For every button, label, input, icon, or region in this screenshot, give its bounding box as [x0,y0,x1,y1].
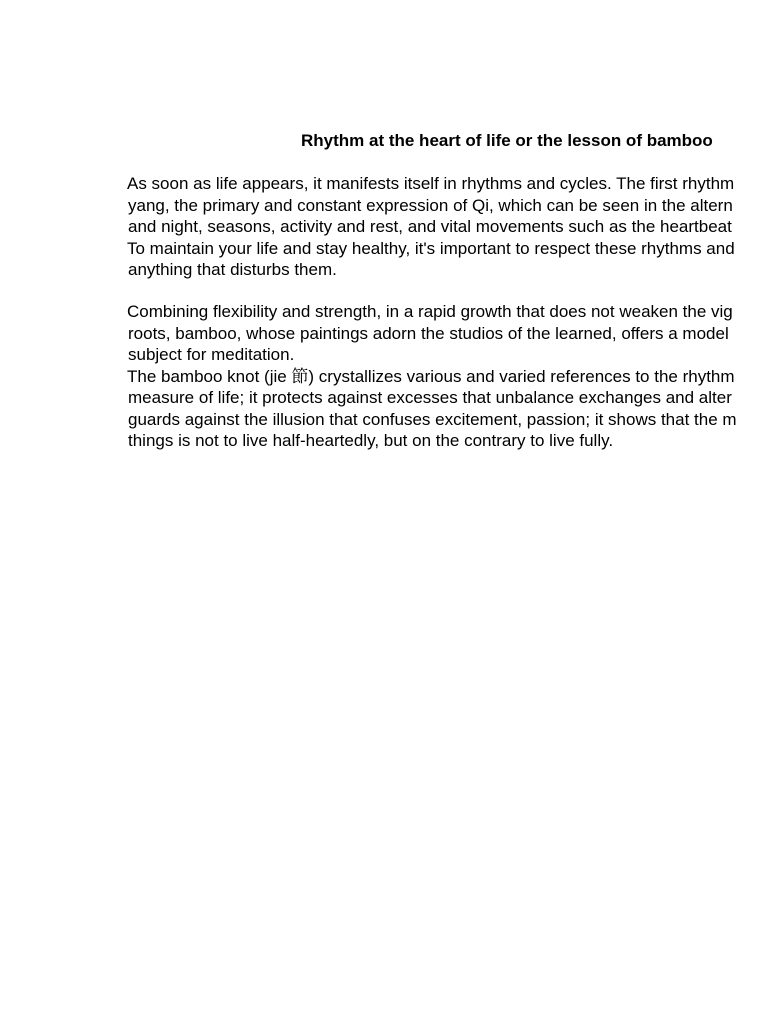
text-line: things is not to live half-heartedly, but on the contrary to live fully. [128,431,614,450]
text-line: To maintain your life and stay healthy, it's important to respect these rhythms and [127,238,735,258]
text-line: guards against the illusion that confuses excitement, passion; it shows that the m [128,409,737,429]
text-line: measure of life; it protects against excesses that unbalance exchanges and alter [128,388,732,407]
text-line: roots, bamboo, whose paintings adorn the studios of the learned, offers a model [128,323,729,343]
paragraph-1 [127,173,735,281]
document-title: Rhythm at the heart of life or the lesson of bamboo [301,131,713,150]
text-line: anything that disturbs them. [128,260,337,279]
text-line: and night, seasons, activity and rest, and vital movements such as the heartbeat [128,217,732,236]
text-line: Combining flexibility and strength, in a rapid growth that does not weaken the vig [127,302,733,321]
text-line: The bamboo knot (jie 節) crystallizes various and varied references to the rhythm [127,366,735,386]
paragraph-2 [127,301,737,452]
text-line: yang, the primary and constant expression of Qi, which can be seen in the altern [128,195,733,215]
text-line: subject for meditation. [128,345,295,364]
text-line: As soon as life appears, it manifests itself in rhythms and cycles. The first rhythm [127,174,735,193]
